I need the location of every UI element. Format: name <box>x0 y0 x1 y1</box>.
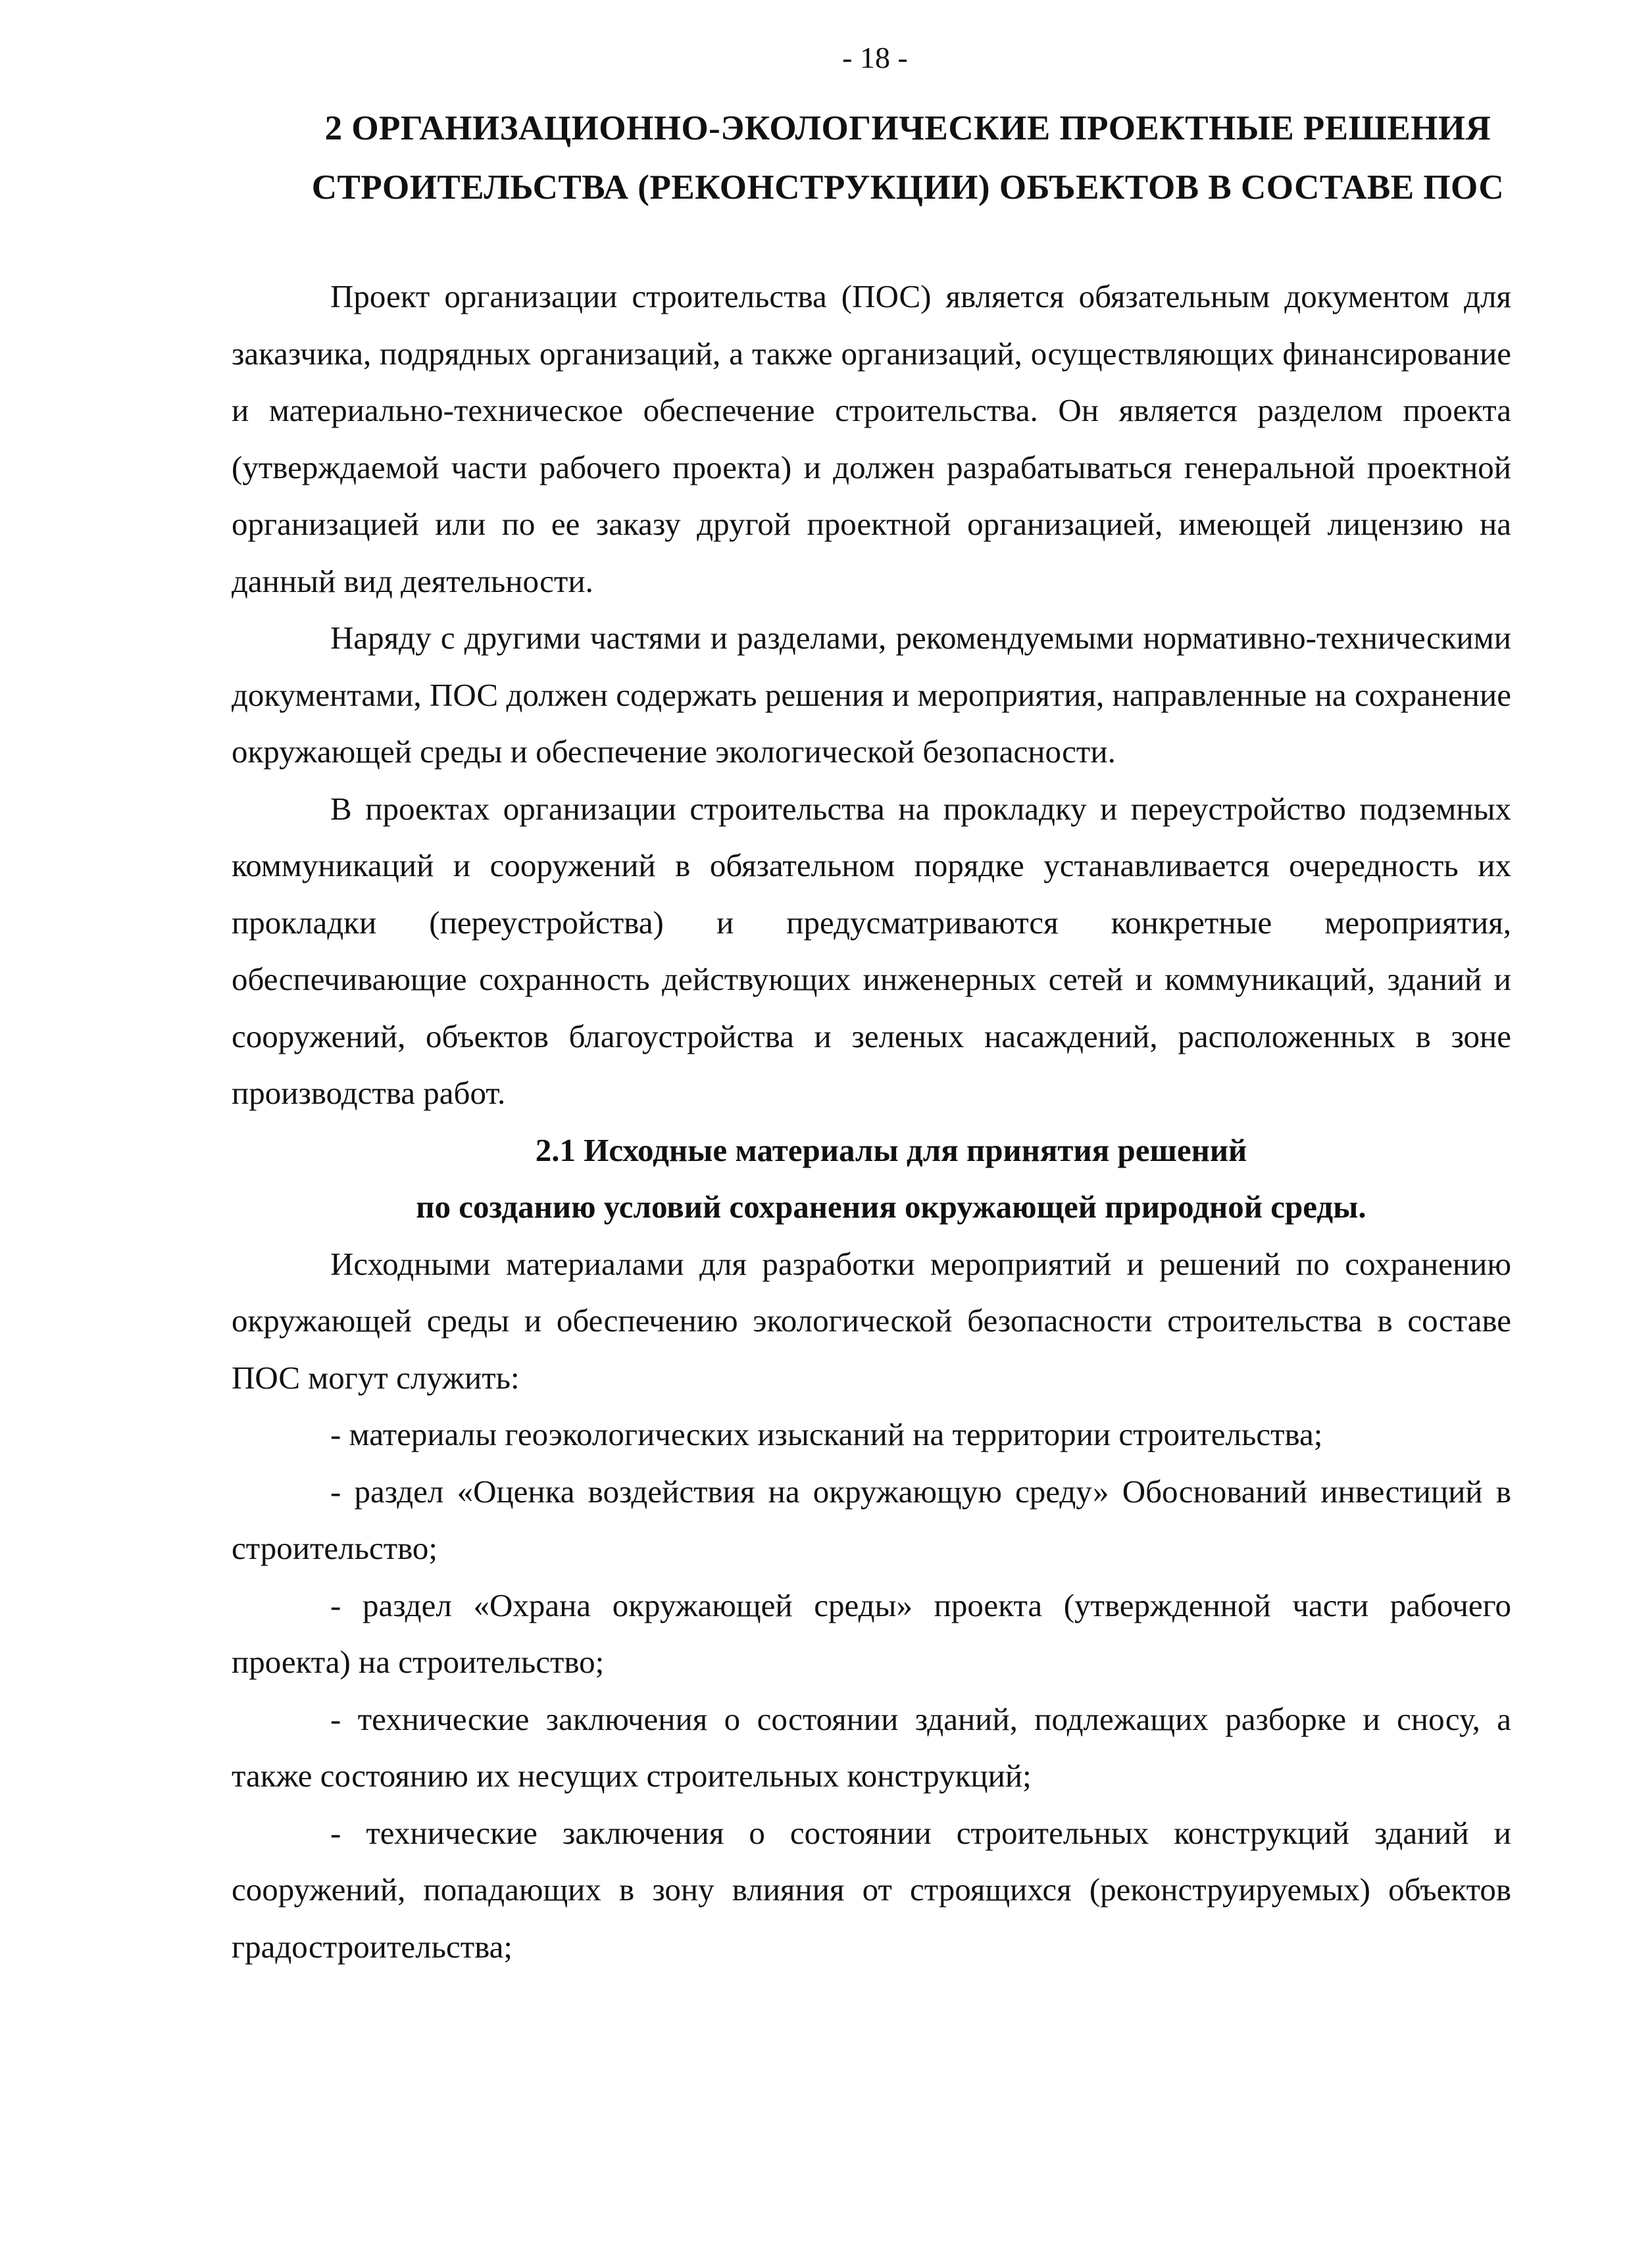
list-item: - технические заключения о состоянии зданий, подлежащих разборке и сносу, а также состоянию их несущих строительных конструкций; <box>232 1700 1511 1794</box>
list-item: - раздел «Охрана окружающей среды» проекта (утвержденной части рабочего проекта) на строительство; <box>232 1587 1511 1680</box>
document-body <box>232 268 1511 1975</box>
page-number: - 18 - <box>842 41 908 74</box>
paragraph: Проект организации строительства (ПОС) является обязательным документом для заказчика, подрядных организаций, а также организаций, осуществляющих финансирование и материально-техническое обеспечение строительства. Он является разделом проекта (утверждаемой части рабочего проекта) и должен разрабатываться генеральной проектной организацией или по ее заказу другой проектной организацией, имеющей лицензию на данный вид деятельности. <box>232 278 1511 599</box>
list-item: - материалы геоэкологических изысканий на территории строительства; <box>330 1416 1323 1452</box>
section-title: 2.1 Исходные материалы для принятия решений <box>535 1131 1247 1168</box>
section-subtitle: по созданию условий сохранения окружающей природной среды. <box>416 1189 1366 1225</box>
list-item: - раздел «Оценка воздействия на окружающую среду» Обоснований инвестиций в строительство; <box>232 1473 1511 1566</box>
section-intro-paragraph: Исходными материалами для разработки мероприятий и решений по сохранению окружающей среды и обеспечению экологической безопасности строительства в составе ПОС могут служить: <box>232 1245 1511 1396</box>
chapter-title: 2 ОРГАНИЗАЦИОННО-ЭКОЛОГИЧЕСКИЕ ПРОЕКТНЫЕ РЕШЕНИЯ СТРОИТЕЛЬСТВА (РЕКОНСТРУКЦИИ) ОБЪЕКТОВ В СОСТАВЕ ПОС <box>311 109 1505 207</box>
list-item: - технические заключения о состоянии строительных конструкций зданий и сооружений, попадающих в зону влияния от строящихся (реконструируемых) объектов градостроительства; <box>232 1814 1511 1965</box>
paragraph: В проектах организации строительства на прокладку и переустройство подземных коммуникаций и сооружений в обязательном порядке устанавливается очередность их прокладки (переустройства) и предусматриваются конкретные мероприятия, обеспечивающие сохранность действующих инженерных сетей и коммуникаций, зданий и сооружений, объектов благоустройства и зеленых насаждений, расположенных в зоне производства работ. <box>232 790 1511 1111</box>
paragraph: Наряду с другими частями и разделами, рекомендуемыми нормативно-техническими документами, ПОС должен содержать решения и мероприятия, направленные на сохранение окружающей среды и обеспечение экологической безопасности. <box>232 620 1511 770</box>
